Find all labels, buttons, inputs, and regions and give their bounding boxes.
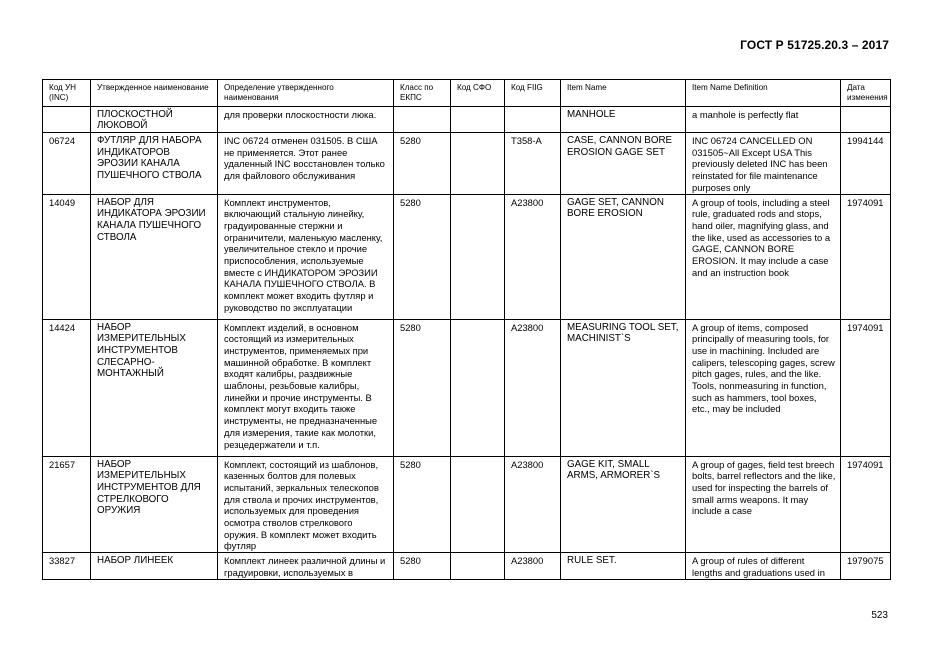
cell-item-name-definition: A group of rules of different lengths and graduations used in (686, 553, 841, 579)
cell-fiig-code: A23800 (505, 553, 561, 579)
cell-ekps-class: 5280 (394, 194, 451, 319)
cell-definition: Комплект, состоящий из шаблонов, казенных болтов для полевых испытаний, зеркальных телескопов для ствола и прочих инструментов, используемых для проведения осмотра стволов стрелкового оружия. В комплект может входить футляр (218, 456, 394, 553)
cell-ekps-class: 5280 (394, 133, 451, 195)
cell-item-name: MANHOLE (561, 106, 686, 132)
table-row (43, 553, 891, 579)
cell-ekps-class: 5280 (394, 553, 451, 579)
cell-ekps-class (394, 106, 451, 132)
cell-inc: 33827 (43, 553, 91, 579)
cell-item-name: GAGE SET, CANNON BORE EROSION (561, 194, 686, 319)
cell-item-name-definition: A group of items, composed principally of measuring tools, for use in machining. Included are calipers, telescoping gages, screw pitch gages, rules, and the like. Tools, nonmeasuring in function, such as hammers, tool boxes, etc., may be included (686, 319, 841, 456)
cell-approved-name: НАБОР ДЛЯ ИНДИКАТОРА ЭРОЗИИ КАНАЛА ПУШЕЧНОГО СТВОЛА (91, 194, 218, 319)
cell-sfo-code (451, 194, 505, 319)
cell-fiig-code: A23800 (505, 319, 561, 456)
cell-fiig-code: A23800 (505, 194, 561, 319)
page-number: 523 (871, 610, 888, 621)
inc-table (42, 79, 891, 580)
cell-inc (43, 106, 91, 132)
col-ekps-class-header: Класс по ЕКПС (394, 80, 451, 107)
cell-item-name-definition: A group of gages, field test breech bolts, barrel reflectors and the like, used for inspecting the barrels of small arms weapons. It may include a case (686, 456, 841, 553)
table-row (43, 456, 891, 553)
cell-sfo-code (451, 456, 505, 553)
cell-item-name: MEASURING TOOL SET, MACHINIST`S (561, 319, 686, 456)
cell-date: 1994144 (841, 133, 891, 195)
cell-item-name-definition: INC 06724 CANCELLED ON 031505~All Except USA This previously deleted INC has been reinstated for file maintenance purposes only (686, 133, 841, 195)
cell-item-name-definition: A group of tools, including a steel rule, graduated rods and stops, hand oiler, magnifying glass, and the like, used as accessories to a GAGE, CANNON BORE EROSION. It may include a case and an instruction book (686, 194, 841, 319)
col-item-name-definition-header: Item Name Definition (686, 80, 841, 107)
table-row (43, 106, 891, 132)
col-item-name-header: Item Name (561, 80, 686, 107)
cell-inc: 06724 (43, 133, 91, 195)
cell-definition: Комплект изделий, в основном состоящий из измерительных инструментов, применяемых при машинной обработке. В комплект входят калибры, раздвижные шаблоны, резьбовые калибры, линейки и прочие инструменты. В комплект могут входить также инструменты, не предназначенные для измерения, такие как молотки, резцедержатели и т.п. (218, 319, 394, 456)
cell-approved-name: НАБОР ИЗМЕРИТЕЛЬНЫХ ИНСТРУМЕНТОВ СЛЕСАРНО-МОНТАЖНЫЙ (91, 319, 218, 456)
col-sfo-code-header: Код СФО (451, 80, 505, 107)
cell-inc: 14049 (43, 194, 91, 319)
table-row (43, 319, 891, 456)
cell-fiig-code: T358-A (505, 133, 561, 195)
cell-date: 1974091 (841, 456, 891, 553)
cell-date: 1974091 (841, 194, 891, 319)
col-inc-header: Код УН (INC) (43, 80, 91, 107)
cell-date: 1974091 (841, 319, 891, 456)
cell-item-name: RULE SET. (561, 553, 686, 579)
cell-definition: Комплект инструментов, включающий стальную линейку, градуированные стержни и ограничители, маленькую масленку, увеличительное стекло и прочие приспособления, используемые вместе с ИНДИКАТОРОМ ЭРОЗИИ КАНАЛА ПУШЕЧНОГО СТВОЛА. В комплект может входить футляр и руководство по эксплуатации (218, 194, 394, 319)
cell-ekps-class: 5280 (394, 456, 451, 553)
col-definition-header: Определение утвержденного наименования (218, 80, 394, 107)
col-fiig-code-header: Код FIIG (505, 80, 561, 107)
cell-sfo-code (451, 133, 505, 195)
cell-inc: 14424 (43, 319, 91, 456)
cell-approved-name: НАБОР ИЗМЕРИТЕЛЬНЫХ ИНСТРУМЕНТОВ ДЛЯ СТРЕЛКОВОГО ОРУЖИЯ (91, 456, 218, 553)
table-row (43, 133, 891, 195)
cell-definition: Комплект линеек различной длины и градуировки, используемых в (218, 553, 394, 579)
cell-item-name-definition: a manhole is perfectly flat (686, 106, 841, 132)
col-date-header: Дата изменения (841, 80, 891, 107)
cell-date (841, 106, 891, 132)
cell-approved-name: ПЛОСКОСТНОЙ ЛЮКОВОЙ (91, 106, 218, 132)
cell-item-name: CASE, CANNON BORE EROSION GAGE SET (561, 133, 686, 195)
cell-item-name: GAGE KIT, SMALL ARMS, ARMORER`S (561, 456, 686, 553)
col-approved-name-header: Утвержденное наименование (91, 80, 218, 107)
cell-definition: для проверки плоскостности люка. (218, 106, 394, 132)
cell-date: 1979075 (841, 553, 891, 579)
cell-sfo-code (451, 319, 505, 456)
cell-sfo-code (451, 553, 505, 579)
cell-fiig-code (505, 106, 561, 132)
cell-sfo-code (451, 106, 505, 132)
cell-inc: 21657 (43, 456, 91, 553)
document-header: ГОСТ Р 51725.20.3 – 2017 (740, 38, 889, 52)
cell-fiig-code: A23800 (505, 456, 561, 553)
cell-approved-name: ФУТЛЯР ДЛЯ НАБОРА ИНДИКАТОРОВ ЭРОЗИИ КАНАЛА ПУШЕЧНОГО СТВОЛА (91, 133, 218, 195)
cell-approved-name: НАБОР ЛИНЕЕК (91, 553, 218, 579)
cell-definition: INC 06724 отменен 031505. В США не применяется. Этот ранее удаленный INC восстановлен только для файлового обслуживания (218, 133, 394, 195)
cell-ekps-class: 5280 (394, 319, 451, 456)
table-header-row (43, 80, 891, 107)
table-row (43, 194, 891, 319)
